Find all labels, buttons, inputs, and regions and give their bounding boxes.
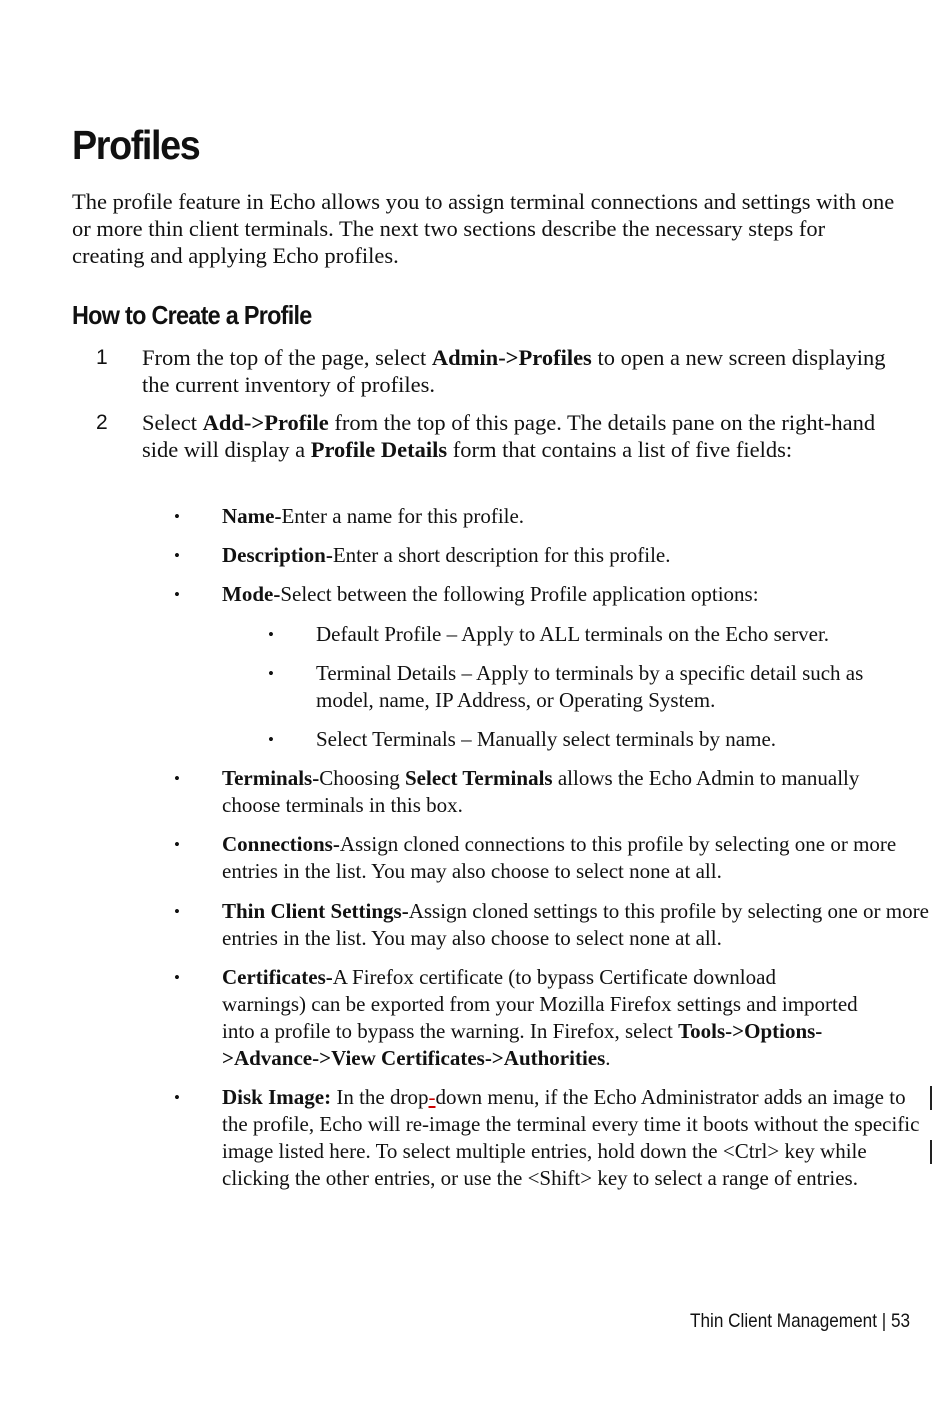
bullet: • [268,730,274,749]
bullet: • [174,1088,180,1107]
section-heading: How to Create a Profile [72,300,312,330]
bullet: • [174,968,180,987]
step-number: 1 [96,346,108,369]
bullet: • [174,585,180,604]
bullet: • [174,546,180,565]
page-footer: Thin Client Management | 53 [689,1310,910,1332]
change-bar [930,1086,932,1110]
bullet-text: Thin Client Settings-Assign cloned settings to this profile by selecting one or more entries in the list. You may also choose to select none at all. [222,899,929,950]
change-bar [930,1140,932,1164]
step-number: 2 [96,411,108,434]
bullet-text: Connections-Assign cloned connections to this profile by selecting one or more entries in the list. You may also choose to select none at all. [222,832,897,883]
bullet: • [174,835,180,854]
bullet-text: Description-Enter a short description for this profile. [222,543,671,567]
step-text: From the top of the page, select Admin->Profiles to open a new screen displaying the current inventory of profiles. [142,345,886,397]
bullet: • [268,664,274,683]
intro-paragraph: The profile feature in Echo allows you to assign terminal connections and settings with one or more thin client terminals. The next two sections describe the necessary steps for creating and applying Echo profiles. [72,189,895,268]
bullet-text: Terminals-Choosing Select Terminals allows the Echo Admin to manually choose terminals in this box. [222,766,860,817]
bullet-text: Default Profile – Apply to ALL terminals on the Echo server. [316,622,830,646]
page-title: Profiles [72,122,200,168]
bullet-text: Terminal Details – Apply to terminals by a specific detail such as model, name, IP Address, or Operating System. [316,661,864,712]
bullet-text: Certificates-A Firefox certificate (to bypass Certificate download warnings) can be exported from your Mozilla Firefox settings and imported into a profile to bypass the warning. In Firefox, select Tools->Options->Advance->View Certificates->Authorities. [222,965,858,1070]
bullet-text: Disk Image: In the drop-down menu, if the Echo Administrator adds an image to the profile, Echo will re-image the terminal every time it boots without the specific image listed here. To select multiple entries, hold down the <Ctrl> key while clicking the other entries, or use the <Shift> key to select a range of entries. [222,1085,920,1190]
bullet-text: Name-Enter a name for this profile. [222,504,525,528]
step-text: Select Add->Profile from the top of this page. The details pane on the right-hand side will display a Profile Details form that contains a list of five fields: [142,410,876,462]
bullet: • [268,625,274,644]
bullet-text: Mode-Select between the following Profile application options: [222,582,759,606]
bullet: • [174,769,180,788]
bullet-text: Select Terminals – Manually select terminals by name. [316,727,777,751]
bullet: • [174,902,180,921]
tracked-insertion: - [428,1085,436,1109]
bullet: • [174,507,180,526]
